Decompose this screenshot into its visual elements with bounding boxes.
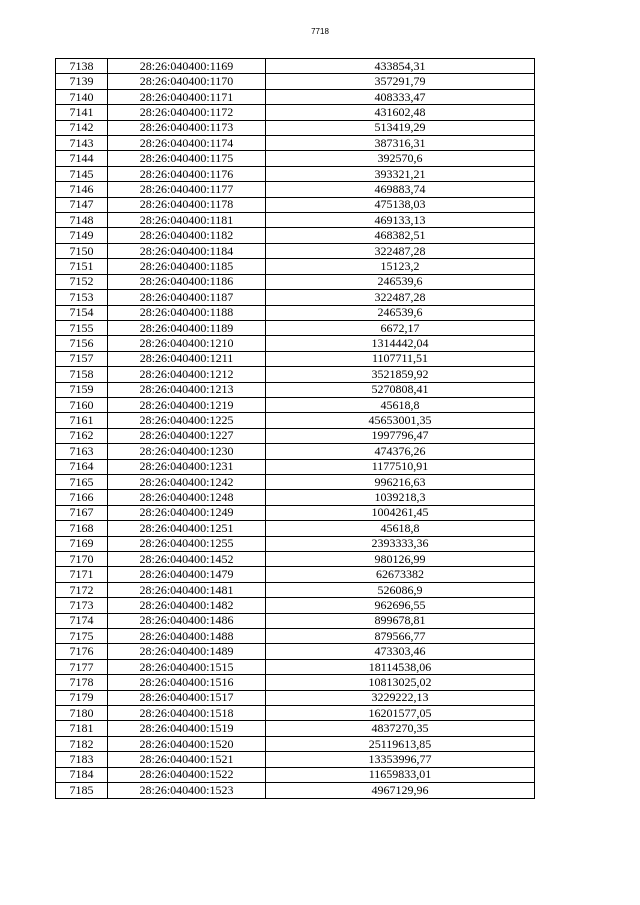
cadastral-value-cell: 62673382 xyxy=(266,567,535,582)
cadastral-value-cell: 392570,6 xyxy=(266,151,535,166)
cadastral-number-cell: 28:26:040400:1175 xyxy=(108,151,266,166)
table-row xyxy=(56,613,535,628)
cadastral-number-cell: 28:26:040400:1176 xyxy=(108,166,266,181)
cadastral-number-cell: 28:26:040400:1171 xyxy=(108,89,266,104)
row-number-cell: 7181 xyxy=(56,721,108,736)
table-row xyxy=(56,521,535,536)
cadastral-number-cell: 28:26:040400:1251 xyxy=(108,521,266,536)
table-row xyxy=(56,243,535,258)
cadastral-number-cell: 28:26:040400:1169 xyxy=(108,59,266,74)
table-row xyxy=(56,767,535,782)
row-number-cell: 7143 xyxy=(56,136,108,151)
table-row xyxy=(56,567,535,582)
row-number-cell: 7151 xyxy=(56,259,108,274)
table-row xyxy=(56,197,535,212)
table-row xyxy=(56,89,535,104)
cadastral-value-cell: 45618,8 xyxy=(266,397,535,412)
cadastral-value-cell: 322487,28 xyxy=(266,243,535,258)
cadastral-value-cell: 16201577,05 xyxy=(266,706,535,721)
cadastral-number-cell: 28:26:040400:1230 xyxy=(108,444,266,459)
table-row xyxy=(56,721,535,736)
cadastral-number-cell: 28:26:040400:1479 xyxy=(108,567,266,582)
row-number-cell: 7180 xyxy=(56,706,108,721)
table-row xyxy=(56,444,535,459)
cadastral-number-cell: 28:26:040400:1489 xyxy=(108,644,266,659)
cadastral-number-cell: 28:26:040400:1486 xyxy=(108,613,266,628)
cadastral-value-cell: 2393333,36 xyxy=(266,536,535,551)
row-number-cell: 7146 xyxy=(56,182,108,197)
cadastral-value-cell: 962696,55 xyxy=(266,598,535,613)
row-number-cell: 7147 xyxy=(56,197,108,212)
cadastral-number-cell: 28:26:040400:1189 xyxy=(108,320,266,335)
cadastral-number-cell: 28:26:040400:1518 xyxy=(108,706,266,721)
cadastral-number-cell: 28:26:040400:1213 xyxy=(108,382,266,397)
cadastral-value-cell: 3229222,13 xyxy=(266,690,535,705)
cadastral-value-cell: 45653001,35 xyxy=(266,413,535,428)
table-row xyxy=(56,736,535,751)
row-number-cell: 7173 xyxy=(56,598,108,613)
row-number-cell: 7159 xyxy=(56,382,108,397)
cadastral-value-cell: 13353996,77 xyxy=(266,752,535,767)
table-row xyxy=(56,783,535,798)
row-number-cell: 7184 xyxy=(56,767,108,782)
row-number-cell: 7140 xyxy=(56,89,108,104)
row-number-cell: 7152 xyxy=(56,274,108,289)
table-row xyxy=(56,459,535,474)
table-row xyxy=(56,428,535,443)
cadastral-value-cell: 879566,77 xyxy=(266,629,535,644)
cadastral-value-cell: 1004261,45 xyxy=(266,505,535,520)
table-row xyxy=(56,659,535,674)
table-row xyxy=(56,105,535,120)
row-number-cell: 7139 xyxy=(56,74,108,89)
cadastral-value-cell: 526086,9 xyxy=(266,582,535,597)
row-number-cell: 7177 xyxy=(56,659,108,674)
table-row xyxy=(56,151,535,166)
cadastral-value-cell: 408333,47 xyxy=(266,89,535,104)
table-row xyxy=(56,259,535,274)
table-row xyxy=(56,166,535,181)
row-number-cell: 7145 xyxy=(56,166,108,181)
table-row xyxy=(56,397,535,412)
row-number-cell: 7162 xyxy=(56,428,108,443)
cadastral-number-cell: 28:26:040400:1523 xyxy=(108,783,266,798)
cadastral-number-cell: 28:26:040400:1187 xyxy=(108,290,266,305)
row-number-cell: 7150 xyxy=(56,243,108,258)
cadastral-value-cell: 1107711,51 xyxy=(266,351,535,366)
cadastral-number-cell: 28:26:040400:1482 xyxy=(108,598,266,613)
cadastral-value-cell: 1177510,91 xyxy=(266,459,535,474)
cadastral-number-cell: 28:26:040400:1174 xyxy=(108,136,266,151)
table-row xyxy=(56,120,535,135)
cadastral-value-cell: 45618,8 xyxy=(266,521,535,536)
cadastral-value-cell: 1997796,47 xyxy=(266,428,535,443)
table-row xyxy=(56,474,535,489)
cadastral-value-table xyxy=(55,58,535,799)
row-number-cell: 7163 xyxy=(56,444,108,459)
table-row xyxy=(56,706,535,721)
row-number-cell: 7168 xyxy=(56,521,108,536)
cadastral-number-cell: 28:26:040400:1212 xyxy=(108,367,266,382)
row-number-cell: 7144 xyxy=(56,151,108,166)
cadastral-number-cell: 28:26:040400:1519 xyxy=(108,721,266,736)
cadastral-number-cell: 28:26:040400:1452 xyxy=(108,552,266,567)
row-number-cell: 7178 xyxy=(56,675,108,690)
row-number-cell: 7160 xyxy=(56,397,108,412)
table-row xyxy=(56,690,535,705)
cadastral-value-cell: 468382,51 xyxy=(266,228,535,243)
cadastral-number-cell: 28:26:040400:1488 xyxy=(108,629,266,644)
cadastral-number-cell: 28:26:040400:1242 xyxy=(108,474,266,489)
cadastral-number-cell: 28:26:040400:1225 xyxy=(108,413,266,428)
cadastral-number-cell: 28:26:040400:1177 xyxy=(108,182,266,197)
cadastral-value-cell: 433854,31 xyxy=(266,59,535,74)
cadastral-number-cell: 28:26:040400:1481 xyxy=(108,582,266,597)
table-row xyxy=(56,582,535,597)
row-number-cell: 7153 xyxy=(56,290,108,305)
row-number-cell: 7149 xyxy=(56,228,108,243)
table-row xyxy=(56,59,535,74)
row-number-cell: 7138 xyxy=(56,59,108,74)
table-row xyxy=(56,290,535,305)
row-number-cell: 7176 xyxy=(56,644,108,659)
cadastral-value-cell: 15123,2 xyxy=(266,259,535,274)
cadastral-value-cell: 3521859,92 xyxy=(266,367,535,382)
table-row xyxy=(56,675,535,690)
cadastral-number-cell: 28:26:040400:1255 xyxy=(108,536,266,551)
cadastral-number-cell: 28:26:040400:1210 xyxy=(108,336,266,351)
row-number-cell: 7155 xyxy=(56,320,108,335)
row-number-cell: 7148 xyxy=(56,213,108,228)
table-row xyxy=(56,367,535,382)
cadastral-number-cell: 28:26:040400:1520 xyxy=(108,736,266,751)
table-row xyxy=(56,136,535,151)
cadastral-value-cell: 980126,99 xyxy=(266,552,535,567)
cadastral-value-cell: 322487,28 xyxy=(266,290,535,305)
row-number-cell: 7169 xyxy=(56,536,108,551)
table-row xyxy=(56,644,535,659)
cadastral-value-cell: 1039218,3 xyxy=(266,490,535,505)
cadastral-value-cell: 357291,79 xyxy=(266,74,535,89)
row-number-cell: 7161 xyxy=(56,413,108,428)
page-number: 7718 xyxy=(311,27,329,36)
cadastral-number-cell: 28:26:040400:1181 xyxy=(108,213,266,228)
cadastral-value-cell: 513419,29 xyxy=(266,120,535,135)
cadastral-number-cell: 28:26:040400:1182 xyxy=(108,228,266,243)
table-row xyxy=(56,598,535,613)
table-body xyxy=(56,59,535,799)
row-number-cell: 7174 xyxy=(56,613,108,628)
cadastral-number-cell: 28:26:040400:1172 xyxy=(108,105,266,120)
row-number-cell: 7141 xyxy=(56,105,108,120)
row-number-cell: 7166 xyxy=(56,490,108,505)
cadastral-number-cell: 28:26:040400:1516 xyxy=(108,675,266,690)
cadastral-number-cell: 28:26:040400:1515 xyxy=(108,659,266,674)
cadastral-number-cell: 28:26:040400:1186 xyxy=(108,274,266,289)
cadastral-number-cell: 28:26:040400:1178 xyxy=(108,197,266,212)
cadastral-number-cell: 28:26:040400:1173 xyxy=(108,120,266,135)
cadastral-value-cell: 1314442,04 xyxy=(266,336,535,351)
cadastral-number-cell: 28:26:040400:1227 xyxy=(108,428,266,443)
table-row xyxy=(56,629,535,644)
cadastral-number-cell: 28:26:040400:1184 xyxy=(108,243,266,258)
cadastral-value-cell: 5270808,41 xyxy=(266,382,535,397)
cadastral-value-cell: 469133,13 xyxy=(266,213,535,228)
cadastral-number-cell: 28:26:040400:1521 xyxy=(108,752,266,767)
table-row xyxy=(56,351,535,366)
table-row xyxy=(56,413,535,428)
cadastral-number-cell: 28:26:040400:1170 xyxy=(108,74,266,89)
table-row xyxy=(56,382,535,397)
cadastral-value-cell: 475138,03 xyxy=(266,197,535,212)
row-number-cell: 7175 xyxy=(56,629,108,644)
row-number-cell: 7179 xyxy=(56,690,108,705)
table-row xyxy=(56,336,535,351)
table-row xyxy=(56,505,535,520)
cadastral-value-cell: 10813025,02 xyxy=(266,675,535,690)
cadastral-number-cell: 28:26:040400:1522 xyxy=(108,767,266,782)
cadastral-value-cell: 4967129,96 xyxy=(266,783,535,798)
row-number-cell: 7183 xyxy=(56,752,108,767)
row-number-cell: 7156 xyxy=(56,336,108,351)
table-row xyxy=(56,490,535,505)
table-row xyxy=(56,213,535,228)
cadastral-value-cell: 474376,26 xyxy=(266,444,535,459)
row-number-cell: 7167 xyxy=(56,505,108,520)
table-row xyxy=(56,228,535,243)
row-number-cell: 7171 xyxy=(56,567,108,582)
row-number-cell: 7185 xyxy=(56,783,108,798)
row-number-cell: 7154 xyxy=(56,305,108,320)
cadastral-value-cell: 11659833,01 xyxy=(266,767,535,782)
cadastral-number-cell: 28:26:040400:1219 xyxy=(108,397,266,412)
row-number-cell: 7172 xyxy=(56,582,108,597)
cadastral-value-cell: 246539,6 xyxy=(266,274,535,289)
table-row xyxy=(56,74,535,89)
row-number-cell: 7165 xyxy=(56,474,108,489)
cadastral-number-cell: 28:26:040400:1249 xyxy=(108,505,266,520)
table-row xyxy=(56,552,535,567)
row-number-cell: 7170 xyxy=(56,552,108,567)
row-number-cell: 7164 xyxy=(56,459,108,474)
cadastral-number-cell: 28:26:040400:1517 xyxy=(108,690,266,705)
cadastral-number-cell: 28:26:040400:1248 xyxy=(108,490,266,505)
cadastral-value-cell: 6672,17 xyxy=(266,320,535,335)
cadastral-value-cell: 387316,31 xyxy=(266,136,535,151)
cadastral-value-cell: 996216,63 xyxy=(266,474,535,489)
cadastral-value-cell: 246539,6 xyxy=(266,305,535,320)
cadastral-value-cell: 4837270,35 xyxy=(266,721,535,736)
row-number-cell: 7182 xyxy=(56,736,108,751)
cadastral-value-cell: 473303,46 xyxy=(266,644,535,659)
cadastral-value-cell: 18114538,06 xyxy=(266,659,535,674)
cadastral-number-cell: 28:26:040400:1188 xyxy=(108,305,266,320)
table-row xyxy=(56,274,535,289)
cadastral-number-cell: 28:26:040400:1231 xyxy=(108,459,266,474)
cadastral-number-cell: 28:26:040400:1211 xyxy=(108,351,266,366)
row-number-cell: 7142 xyxy=(56,120,108,135)
cadastral-value-cell: 25119613,85 xyxy=(266,736,535,751)
cadastral-value-cell: 469883,74 xyxy=(266,182,535,197)
table-row xyxy=(56,182,535,197)
table-row xyxy=(56,752,535,767)
cadastral-value-cell: 393321,21 xyxy=(266,166,535,181)
table-row xyxy=(56,320,535,335)
table-row xyxy=(56,305,535,320)
cadastral-value-cell: 899678,81 xyxy=(266,613,535,628)
row-number-cell: 7157 xyxy=(56,351,108,366)
row-number-cell: 7158 xyxy=(56,367,108,382)
table-row xyxy=(56,536,535,551)
cadastral-value-cell: 431602,48 xyxy=(266,105,535,120)
cadastral-number-cell: 28:26:040400:1185 xyxy=(108,259,266,274)
